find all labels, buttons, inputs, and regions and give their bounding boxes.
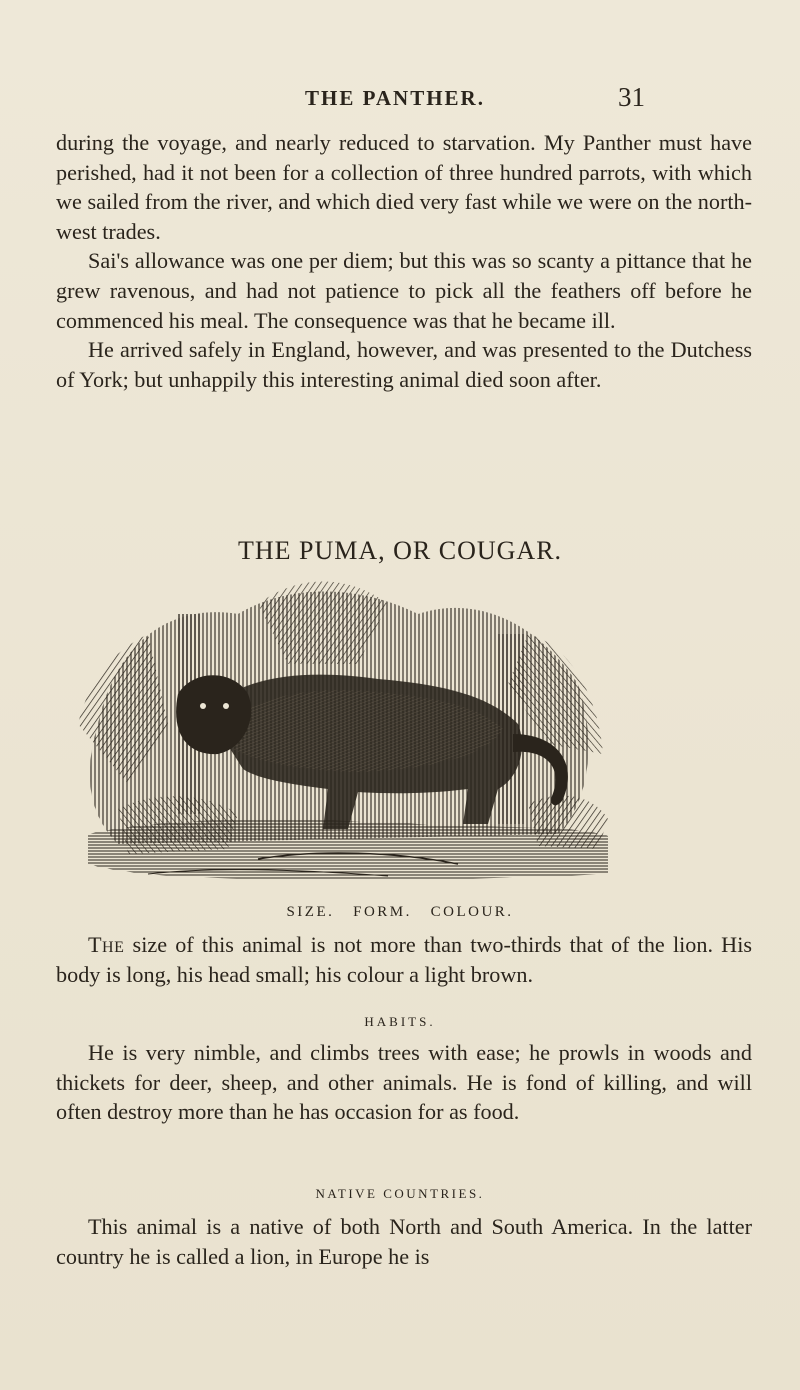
paragraph-voyage: during the voyage, and nearly reduced to starvation. My Panther must have perished, had it not been for a collection of three hundred parrots, with which we sailed from the river, and which died very fast while we were on the north-west trades. bbox=[56, 130, 752, 244]
size-lead-word: The bbox=[88, 932, 125, 957]
page-number: 31 bbox=[618, 82, 645, 112]
section-title: THE PUMA, OR COUGAR. bbox=[237, 536, 563, 565]
size-text bbox=[56, 930, 752, 989]
running-title: THE PANTHER. bbox=[305, 86, 485, 110]
countries-paragraph: This animal is a native of both North and South America. In the latter country he is called a lion, in Europe he is bbox=[56, 1214, 752, 1269]
running-head bbox=[0, 82, 800, 120]
opening-text bbox=[56, 128, 752, 394]
habits-paragraph: He is very nimble, and climbs trees with ease; he prowls in woods and thickets for deer, sheep, and other animals. He is fond of killing, and will often destroy more than he has occasion for as food. bbox=[56, 1040, 752, 1125]
caption-size-form-colour: SIZE. FORM. COLOUR. bbox=[286, 904, 514, 920]
paragraph-arrival: He arrived safely in England, however, and was presented to the Dutchess of York; but unhappily this interesting animal died soon after. bbox=[56, 337, 752, 392]
puma-engraving bbox=[58, 574, 614, 894]
paragraph-allowance: Sai's allowance was one per diem; but this was so scanty a pittance that he grew ravenous, and had not patience to pick all the feathers off before he commenced his meal. The consequence was that he became ill. bbox=[56, 248, 752, 333]
countries-text bbox=[56, 1212, 752, 1271]
size-paragraph: size of this animal is not more than two-thirds that of the lion. His body is long, his head small; his colour a light brown. bbox=[56, 932, 752, 987]
caption-habits: HABITS. bbox=[364, 1014, 436, 1029]
habits-text bbox=[56, 1038, 752, 1127]
caption-native-countries: NATIVE COUNTRIES. bbox=[315, 1186, 485, 1201]
